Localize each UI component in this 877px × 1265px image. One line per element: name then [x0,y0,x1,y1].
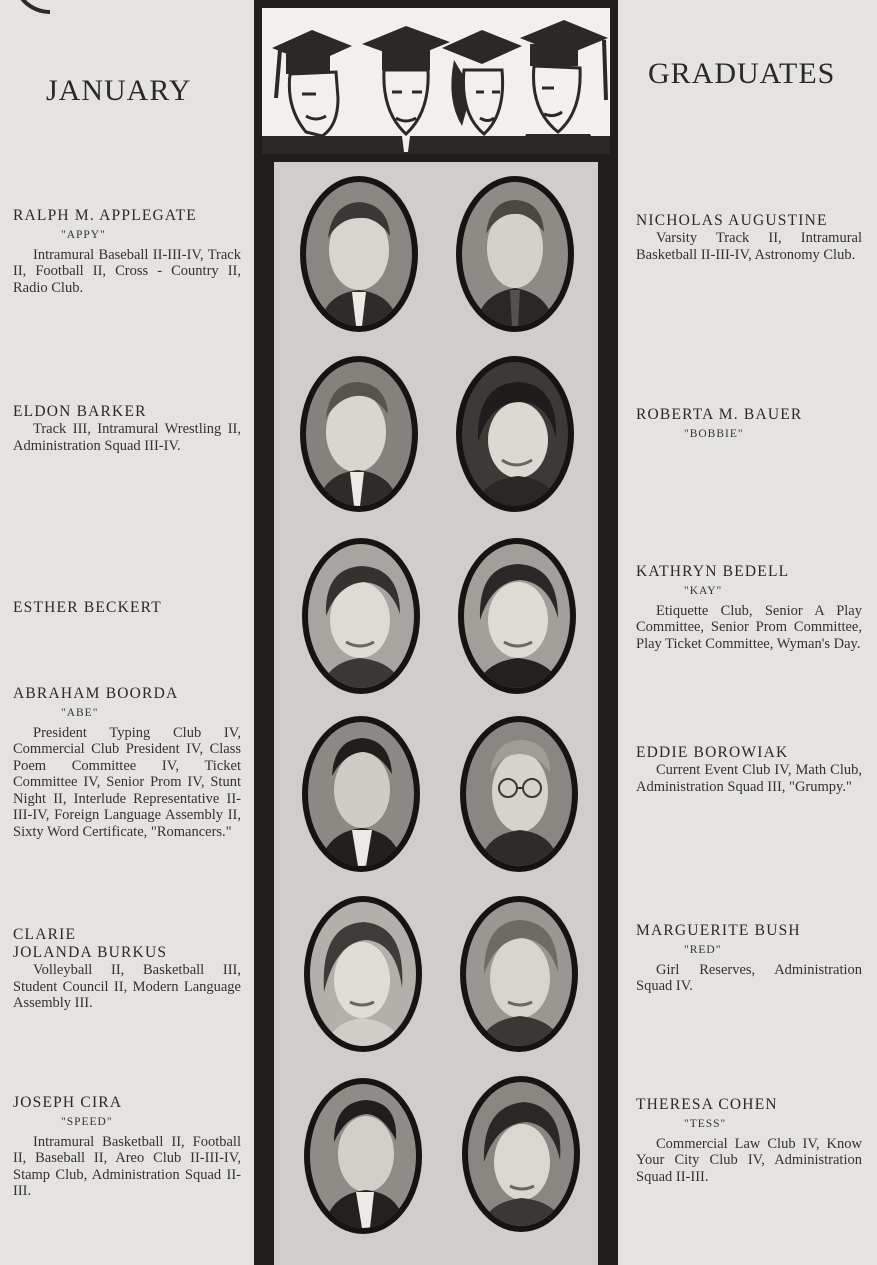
graduate-name: NICHOLAS AUGUSTINE [636,212,828,229]
graduate-nickname: "APPY" [61,229,106,241]
portrait-female-icon [464,544,570,688]
portrait-male-glasses-icon [466,722,572,866]
graduate-activities: Commercial Law Club IV, Know Your City Club IV, Administration Squad II-III. [636,1135,862,1185]
graduate-name: ESTHER BECKERT [13,599,162,616]
portrait-female-icon [310,902,416,1046]
graduate-nickname: "KAY" [684,585,723,597]
photo-esther-beckert [302,538,420,694]
graduate-name: CLARIE JOLANDA BURKUS [13,926,168,961]
graduate-name: THERESA COHEN [636,1096,778,1113]
graduate-nickname: "ABE" [61,707,99,719]
graduate-nickname: "TESS" [684,1118,727,1130]
entry-eddie-borowiak [636,744,862,795]
photo-ralph-applegate [300,176,418,332]
entry-esther-beckert [13,599,241,617]
graduate-activities: Intramural Baseball II-III-IV, Track II, Football II, Cross - Country II, Radio Club. [13,246,241,296]
entry-roberta-bauer [636,406,862,446]
graduate-name: JOSEPH CIRA [13,1094,123,1111]
heading-january: JANUARY [46,74,192,107]
photo-joseph-cira [304,1078,422,1234]
entry-joseph-cira [13,1094,241,1200]
portrait-female-icon [308,544,414,688]
entry-nicholas-augustine [636,212,862,263]
portrait-male-icon [462,182,568,326]
decorative-initial-c [12,0,50,14]
graduate-name: MARGUERITE BUSH [636,922,801,939]
entry-marguerite-bush [636,922,862,995]
graduates-cartoon-illustration [262,8,610,154]
graduate-activities: Varsity Track II, Intramural Basketball II-III-IV, Astronomy Club. [636,230,862,263]
graduate-caps-icon [262,8,610,154]
graduate-activities: Intramural Basketball II, Football II, Baseball II, Areo Club II-III-IV, Stamp Club, Administration Squad II-III. [13,1133,241,1199]
photo-nicholas-augustine [456,176,574,332]
portrait-female-icon [468,1082,574,1226]
portrait-male-icon [310,1084,416,1228]
graduate-nickname: "SPEED" [61,1116,113,1128]
photo-clarie-burkus [304,896,422,1052]
graduate-nickname: "RED" [684,944,722,956]
entry-kathryn-bedell [636,563,862,652]
graduate-name: ROBERTA M. BAUER [636,406,803,423]
entry-abraham-boorda [13,685,241,840]
photo-kathryn-bedell [458,538,576,694]
graduate-activities: Girl Reserves, Administration Squad IV. [636,961,862,994]
photo-marguerite-bush [460,896,578,1052]
entry-clarie-burkus [13,926,241,1012]
portrait-male-icon [308,722,414,866]
graduate-activities: Current Event Club IV, Math Club, Administration Squad III, "Grumpy." [636,762,862,795]
graduate-activities: Etiquette Club, Senior A Play Committee, Senior Prom Committee, Play Ticket Committee, Wyman's Day. [636,602,862,652]
photo-roberta-bauer [456,356,574,512]
portrait-female-icon [466,902,572,1046]
portrait-female-icon [462,362,568,506]
graduate-name: KATHRYN BEDELL [636,563,790,580]
graduate-name: ELDON BARKER [13,403,147,420]
graduate-nickname: "BOBBIE" [684,428,744,440]
entry-eldon-barker [13,403,241,454]
graduate-activities: Volleyball II, Basketball III, Student Council II, Modern Language Assembly III. [13,962,241,1011]
photo-abraham-boorda [302,716,420,872]
graduate-activities: Track III, Intramural Wrestling II, Administration Squad III-IV. [13,421,241,454]
photo-eddie-borowiak [460,716,578,872]
portrait-male-icon [306,362,412,506]
photo-theresa-cohen [462,1076,580,1232]
photo-eldon-barker [300,356,418,512]
graduate-name: ABRAHAM BOORDA [13,685,179,702]
graduate-name: EDDIE BOROWIAK [636,744,789,761]
heading-graduates: GRADUATES [648,57,836,90]
portrait-male-icon [306,182,412,326]
entry-theresa-cohen [636,1096,862,1185]
graduate-activities: President Typing Club IV, Commercial Club President IV, Class Poem Committee IV, Ticket Committee IV, Senior Prom IV, Stunt Night II, Interlude Representative II-III-IV, Foreign Language Assembly II, Sixty Word Certificate, "Romancers." [13,724,241,840]
entry-ralph-applegate [13,207,241,296]
graduate-name: RALPH M. APPLEGATE [13,207,197,224]
